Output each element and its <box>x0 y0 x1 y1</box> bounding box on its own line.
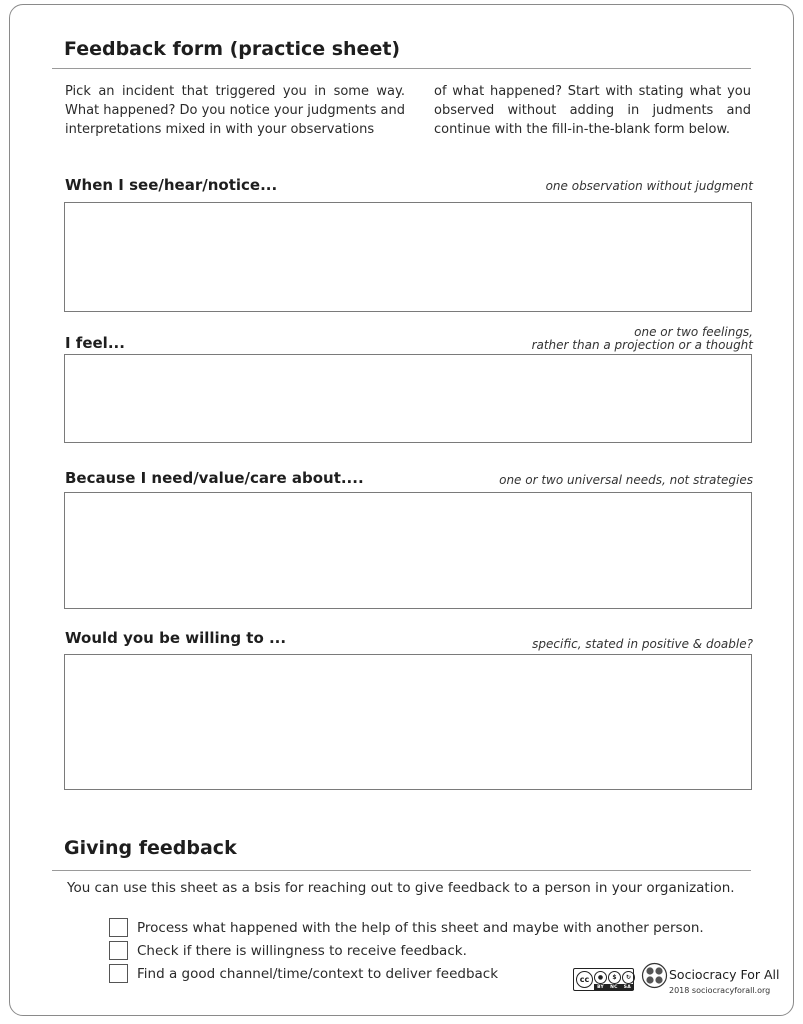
checkbox[interactable] <box>109 964 128 983</box>
intro-text-right: of what happened? Start with stating what you observed without adding in judments and continue with the fill-in-the-blank form below. <box>434 84 751 137</box>
feeling-answer-box[interactable] <box>64 354 752 443</box>
need-answer-box[interactable] <box>64 492 752 609</box>
request-answer-box[interactable] <box>64 654 752 790</box>
checkbox[interactable] <box>109 941 128 960</box>
section-divider <box>52 870 751 871</box>
giving-feedback-text: You can use this sheet as a bsis for reaching out to give feedback to a person in your organization. <box>67 880 735 896</box>
license-terms <box>594 984 634 990</box>
observation-label: When I see/hear/notice... <box>65 176 278 194</box>
feeling-hint-line-2: rather than a projection or a thought <box>531 338 753 352</box>
by-label: BY <box>597 984 604 990</box>
checklist-item-label: Process what happened with the help of this sheet and maybe with another person. <box>137 919 704 936</box>
checklist-item-label: Check if there is willingness to receive feedback. <box>137 942 467 959</box>
org-name: Sociocracy For All <box>669 967 780 982</box>
checklist-item-label: Find a good channel/time/context to deliver feedback <box>137 965 499 982</box>
checkbox[interactable] <box>109 918 128 937</box>
cc-icon: cc <box>576 971 593 988</box>
nc-icon: $ <box>608 971 621 984</box>
page-title: Feedback form (practice sheet) <box>64 38 401 60</box>
checklist-item <box>109 939 704 962</box>
request-label: Would you be willing to ... <box>65 629 287 647</box>
observation-hint: one observation without judgment <box>545 179 753 193</box>
sa-label: SA <box>623 984 631 990</box>
by-icon: ● <box>594 971 607 984</box>
feeling-label: I feel... <box>65 334 125 352</box>
intro-text-left: Pick an incident that triggered you in some way. What happened? Do you notice your judgments and interpretations mixed in with your observations <box>65 84 405 137</box>
feeling-hint <box>532 326 753 352</box>
feeling-hint-line-1: one or two feelings, <box>634 325 753 339</box>
need-label: Because I need/value/care about.... <box>65 469 364 487</box>
sa-icon: ↻ <box>622 971 635 984</box>
giving-feedback-title: Giving feedback <box>64 837 237 859</box>
observation-answer-box[interactable] <box>64 202 752 312</box>
request-hint: specific, stated in positive & doable? <box>532 637 753 651</box>
cc-license-badge <box>573 968 634 991</box>
title-divider <box>52 68 751 69</box>
org-url: 2018 sociocracyforall.org <box>669 986 771 995</box>
need-hint: one or two universal needs, not strategies <box>499 473 753 487</box>
checklist-item <box>109 916 704 939</box>
nc-label: NC <box>610 984 618 990</box>
sociocracy-logo-icon <box>641 962 668 989</box>
